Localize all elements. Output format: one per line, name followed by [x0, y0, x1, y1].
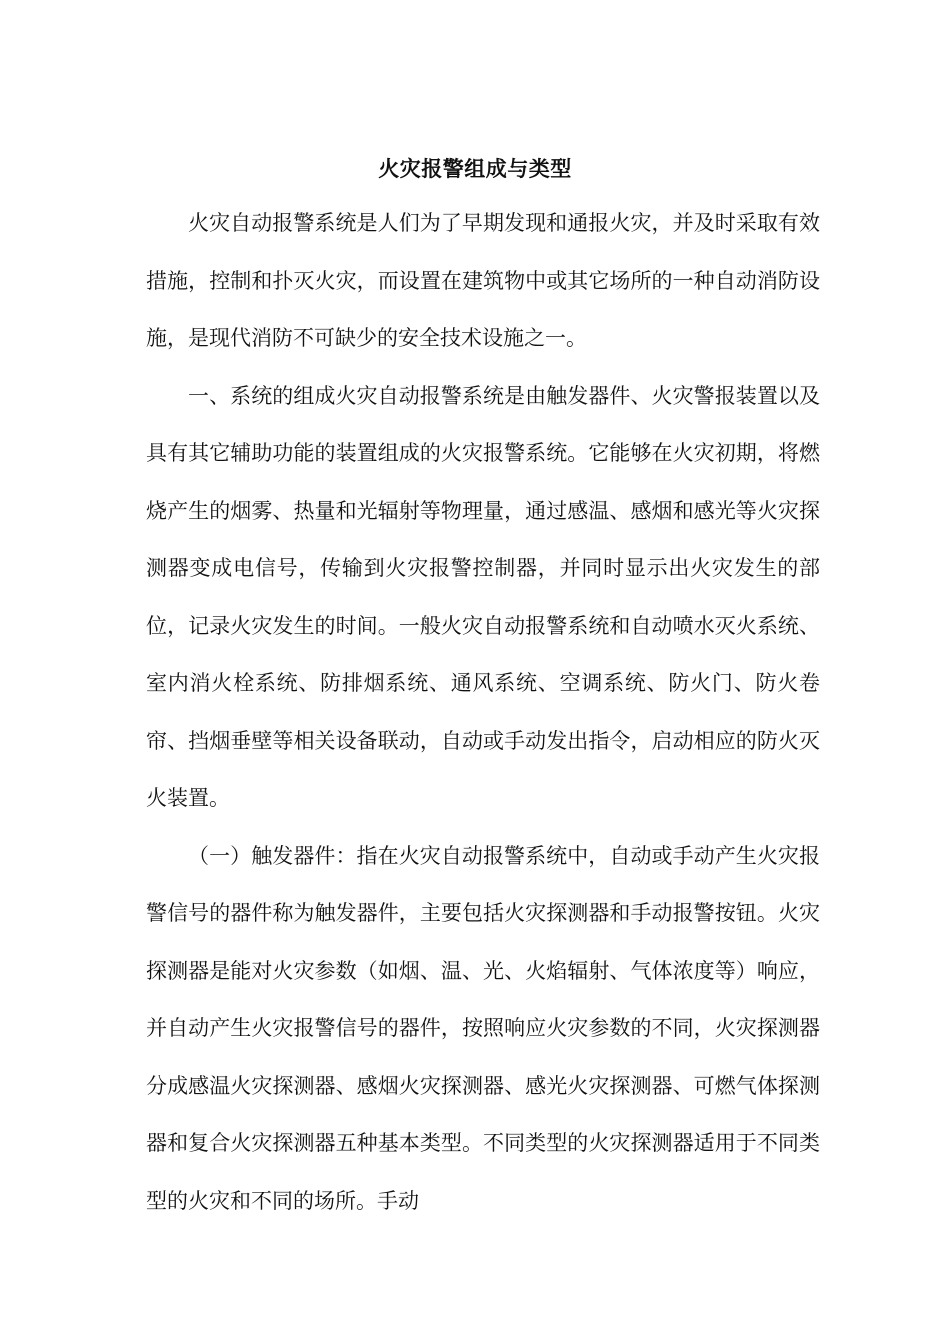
document-body: [146, 195, 820, 1230]
document-title: 火灾报警组成与类型: [378, 156, 572, 181]
paragraph-system-composition: 一、系统的组成火灾自动报警系统是由触发器件、火灾警报装置以及具有其它辅助功能的装置组成的火灾报警系统。它能够在火灾初期，将燃烧产生的烟雾、热量和光辐射等物理量，通过感温、感烟和感光等火灾探测器变成电信号，传输到火灾报警控制器，并同时显示出火灾发生的部位，记录火灾发生的时间。一般火灾自动报警系统和自动喷水灭火系统、室内消火栓系统、防排烟系统、通风系统、空调系统、防火门、防火卷帘、挡烟垂壁等相关设备联动，自动或手动发出指令，启动相应的防火灭火装置。: [146, 383, 820, 810]
paragraph-intro: 火灾自动报警系统是人们为了早期发现和通报火灾，并及时采取有效措施，控制和扑灭火灾，而设置在建筑物中或其它场所的一种自动消防设施，是现代消防不可缺少的安全技术设施之一。: [146, 211, 820, 350]
paragraph-trigger-devices: （一）触发器件：指在火灾自动报警系统中，自动或手动产生火灾报警信号的器件称为触发器件，主要包括火灾探测器和手动报警按钮。火灾探测器是能对火灾参数（如烟、温、光、火焰辐射、气体浓度等）响应，并自动产生火灾报警信号的器件，按照响应火灾参数的不同，火灾探测器分成感温火灾探测器、感烟火灾探测器、感光火灾探测器、可燃气体探测器和复合火灾探测器五种基本类型。不同类型的火灾探测器适用于不同类型的火灾和不同的场所。手动: [146, 843, 820, 1213]
